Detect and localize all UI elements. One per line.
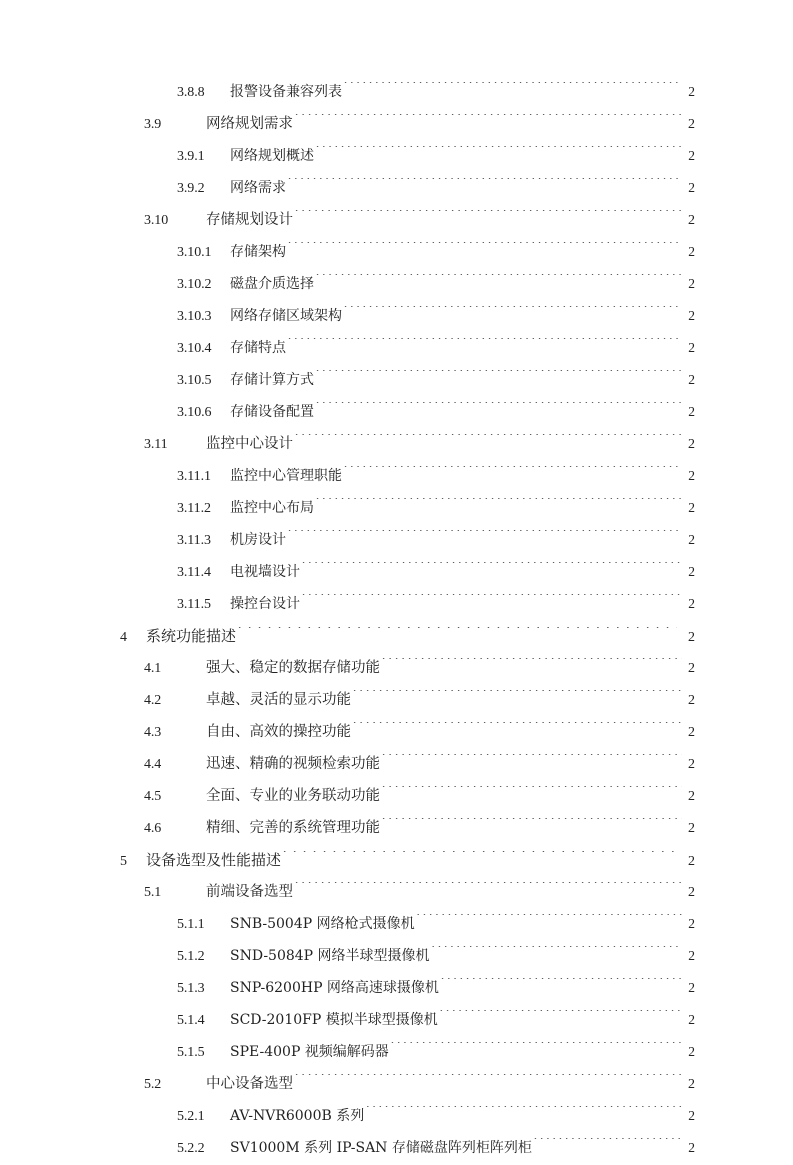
toc-entry-number: 5.2.1 [177, 1109, 205, 1124]
toc-entry-title: SCD-2010FP 模拟半球型摄像机 [230, 1012, 438, 1028]
toc-entry-number: 5.1.1 [177, 917, 205, 932]
toc-leader-dots [344, 306, 682, 320]
toc-entry-number: 3.9.2 [177, 181, 205, 196]
toc-entry[interactable] [99, 716, 695, 748]
toc-leader-dots [295, 1074, 682, 1088]
toc-entry-number: 3.11.3 [177, 533, 211, 548]
toc-entry-number: 4.2 [144, 693, 162, 708]
toc-leader-dots [288, 530, 682, 544]
toc-leader-dots [344, 466, 682, 480]
toc-entry[interactable] [99, 684, 695, 716]
toc-entry[interactable] [99, 460, 695, 492]
toc-entry-page-number: 2 [688, 630, 695, 645]
toc-leader-dots [302, 594, 682, 608]
toc-entry-page-number: 2 [688, 276, 695, 291]
toc-leader-dots [417, 914, 682, 928]
toc-entry-page-number: 2 [688, 244, 695, 259]
toc-entry-number: 4.5 [144, 789, 162, 804]
toc-entry-page-number: 2 [688, 84, 695, 99]
toc-entry[interactable] [99, 620, 695, 652]
toc-entry-page-number: 2 [688, 564, 695, 579]
toc-entry[interactable] [99, 140, 695, 172]
toc-entry[interactable] [99, 492, 695, 524]
toc-entry-page-number: 2 [688, 148, 695, 163]
toc-entry-title: 精细、完善的系统管理功能 [206, 820, 380, 836]
toc-entry-number: 3.8.8 [177, 85, 205, 100]
toc-entry-title: 报警设备兼容列表 [230, 84, 342, 100]
toc-entry-title: 存储计算方式 [230, 372, 314, 388]
toc-entry-number: 5.1.3 [177, 981, 205, 996]
toc-entry-number: 5.2.2 [177, 1141, 205, 1156]
toc-leader-dots [366, 1106, 682, 1120]
toc-entry[interactable] [99, 76, 695, 108]
toc-entry-page-number: 2 [688, 661, 695, 676]
toc-entry-title: 网络存储区域架构 [230, 308, 342, 324]
toc-entry-title: 存储规划设计 [206, 212, 293, 228]
toc-entry-number: 3.10.2 [177, 277, 212, 292]
toc-entry-title: SNP-6200HP 网络高速球摄像机 [230, 980, 439, 996]
toc-leader-dots [440, 1010, 682, 1024]
toc-leader-dots [353, 722, 682, 736]
toc-entry-page-number: 2 [688, 372, 695, 387]
toc-entry-number: 5.1.2 [177, 949, 205, 964]
toc-entry-number: 4 [120, 630, 127, 645]
toc-entry-title: 存储架构 [230, 244, 286, 260]
toc-entry[interactable] [99, 812, 695, 844]
toc-entry-number: 3.11.2 [177, 501, 211, 516]
toc-entry-page-number: 2 [688, 980, 695, 995]
toc-entry-number: 3.11.5 [177, 597, 211, 612]
toc-entry[interactable] [99, 364, 695, 396]
toc-entry-page-number: 2 [688, 213, 695, 228]
toc-entry-page-number: 2 [688, 725, 695, 740]
toc-entry[interactable] [99, 844, 695, 876]
toc-entry-title: 电视墙设计 [230, 564, 300, 580]
toc-entry-page-number: 2 [688, 500, 695, 515]
toc-entry[interactable] [99, 204, 695, 236]
toc-entry-page-number: 2 [688, 854, 695, 869]
toc-entry[interactable] [99, 108, 695, 140]
toc-entry-title: 机房设计 [230, 532, 286, 548]
toc-entry-number: 5.1.4 [177, 1013, 205, 1028]
toc-entry-title: 全面、专业的业务联动功能 [206, 788, 380, 804]
toc-entry-page-number: 2 [688, 916, 695, 931]
toc-entry[interactable] [99, 780, 695, 812]
toc-entry[interactable] [99, 556, 695, 588]
toc-entry[interactable] [99, 1036, 695, 1068]
table-of-contents [99, 76, 695, 1164]
toc-entry-number: 3.9.1 [177, 149, 205, 164]
toc-entry-number: 3.10.5 [177, 373, 212, 388]
toc-entry[interactable] [99, 332, 695, 364]
toc-leader-dots [534, 1138, 682, 1152]
toc-entry-number: 3.10.6 [177, 405, 212, 420]
toc-entry-page-number: 2 [688, 1140, 695, 1155]
toc-leader-dots [295, 210, 682, 224]
toc-entry-title: 监控中心布局 [230, 500, 314, 516]
toc-entry-title: 前端设备选型 [206, 884, 293, 900]
toc-entry-title: 存储特点 [230, 340, 286, 356]
toc-entry-title: SPE-400P 视频编解码器 [230, 1044, 389, 1060]
toc-entry-title: 磁盘介质选择 [230, 276, 314, 292]
toc-entry-number: 3.10.3 [177, 309, 212, 324]
toc-entry-number: 5.1.5 [177, 1045, 205, 1060]
toc-entry[interactable] [99, 940, 695, 972]
toc-leader-dots [295, 114, 682, 128]
toc-leader-dots [288, 242, 682, 256]
toc-entry-page-number: 2 [688, 117, 695, 132]
toc-entry-number: 3.11.4 [177, 565, 211, 580]
toc-entry-page-number: 2 [688, 468, 695, 483]
toc-entry[interactable] [99, 972, 695, 1004]
toc-entry-title: 操控台设计 [230, 596, 300, 612]
toc-entry[interactable] [99, 300, 695, 332]
toc-entry-title: 系统功能描述 [146, 627, 237, 645]
toc-entry-number: 5.1 [144, 885, 162, 900]
toc-entry-page-number: 2 [688, 437, 695, 452]
toc-leader-dots [316, 370, 682, 384]
toc-leader-dots [283, 851, 677, 865]
toc-entry-title: 网络规划概述 [230, 148, 314, 164]
toc-entry-page-number: 2 [688, 1012, 695, 1027]
toc-entry-page-number: 2 [688, 404, 695, 419]
toc-entry[interactable] [99, 524, 695, 556]
toc-leader-dots [382, 658, 682, 672]
toc-leader-dots [316, 274, 682, 288]
toc-leader-dots [238, 627, 677, 641]
toc-entry-page-number: 2 [688, 1108, 695, 1123]
toc-entry-title: 设备选型及性能描述 [146, 851, 282, 869]
toc-entry-page-number: 2 [688, 1044, 695, 1059]
toc-entry[interactable] [99, 748, 695, 780]
toc-entry-number: 5.2 [144, 1077, 162, 1092]
toc-entry-page-number: 2 [688, 885, 695, 900]
toc-entry-number: 3.9 [144, 117, 162, 132]
toc-entry-number: 3.10 [144, 213, 169, 228]
toc-entry-number: 3.11 [144, 437, 168, 452]
toc-entry-title: SNB-5004P 网络枪式摄像机 [230, 916, 415, 932]
toc-entry-page-number: 2 [688, 596, 695, 611]
toc-entry-page-number: 2 [688, 340, 695, 355]
toc-entry-title: 网络需求 [230, 180, 286, 196]
toc-leader-dots [382, 818, 682, 832]
toc-entry[interactable] [99, 588, 695, 620]
toc-entry-page-number: 2 [688, 948, 695, 963]
toc-entry-number: 3.11.1 [177, 469, 211, 484]
toc-entry-title: 监控中心管理职能 [230, 468, 342, 484]
toc-entry-page-number: 2 [688, 757, 695, 772]
toc-leader-dots [382, 786, 682, 800]
toc-entry-page-number: 2 [688, 693, 695, 708]
toc-leader-dots [302, 562, 682, 576]
toc-entry[interactable] [99, 908, 695, 940]
toc-leader-dots [382, 754, 682, 768]
toc-entry[interactable] [99, 1004, 695, 1036]
toc-leader-dots [344, 82, 682, 96]
toc-entry[interactable] [99, 1068, 695, 1100]
toc-leader-dots [316, 402, 682, 416]
toc-entry[interactable] [99, 236, 695, 268]
toc-entry[interactable] [99, 652, 695, 684]
toc-leader-dots [295, 434, 682, 448]
toc-entry-number: 4.1 [144, 661, 162, 676]
toc-entry[interactable] [99, 876, 695, 908]
toc-entry-title: 自由、高效的操控功能 [206, 724, 351, 740]
toc-leader-dots [295, 882, 682, 896]
toc-entry[interactable] [99, 268, 695, 300]
toc-leader-dots [353, 690, 682, 704]
toc-entry-title: 中心设备选型 [206, 1076, 293, 1092]
toc-entry-title: 迅速、精确的视频检索功能 [206, 756, 380, 772]
toc-entry-number: 4.4 [144, 757, 162, 772]
toc-leader-dots [316, 498, 682, 512]
toc-entry-page-number: 2 [688, 1077, 695, 1092]
toc-entry-page-number: 2 [688, 821, 695, 836]
toc-entry[interactable] [99, 172, 695, 204]
toc-entry-title: SND-5084P 网络半球型摄像机 [230, 948, 430, 964]
toc-entry-number: 3.10.4 [177, 341, 212, 356]
toc-entry-page-number: 2 [688, 532, 695, 547]
toc-leader-dots [441, 978, 682, 992]
toc-entry-title: 监控中心设计 [206, 436, 293, 452]
toc-leader-dots [288, 178, 682, 192]
toc-entry-page-number: 2 [688, 789, 695, 804]
toc-entry-title: 强大、稳定的数据存储功能 [206, 660, 380, 676]
toc-leader-dots [288, 338, 682, 352]
toc-entry-title: AV-NVR6000B 系列 [230, 1108, 365, 1124]
toc-entry-number: 4.3 [144, 725, 162, 740]
toc-entry-number: 3.10.1 [177, 245, 212, 260]
toc-entry-title: 存储设备配置 [230, 404, 314, 420]
toc-entry-title: 网络规划需求 [206, 116, 293, 132]
toc-entry[interactable] [99, 428, 695, 460]
toc-entry-page-number: 2 [688, 180, 695, 195]
toc-entry-number: 4.6 [144, 821, 162, 836]
toc-leader-dots [432, 946, 682, 960]
toc-entry-title: 卓越、灵活的显示功能 [206, 692, 351, 708]
toc-leader-dots [391, 1042, 682, 1056]
toc-entry[interactable] [99, 1132, 695, 1164]
toc-entry-page-number: 2 [688, 308, 695, 323]
toc-entry-title: SV1000M 系列 IP-SAN 存储磁盘阵列柜阵列柜 [230, 1140, 532, 1156]
toc-entry[interactable] [99, 1100, 695, 1132]
toc-entry-number: 5 [120, 854, 127, 869]
toc-leader-dots [316, 146, 682, 160]
toc-entry[interactable] [99, 396, 695, 428]
